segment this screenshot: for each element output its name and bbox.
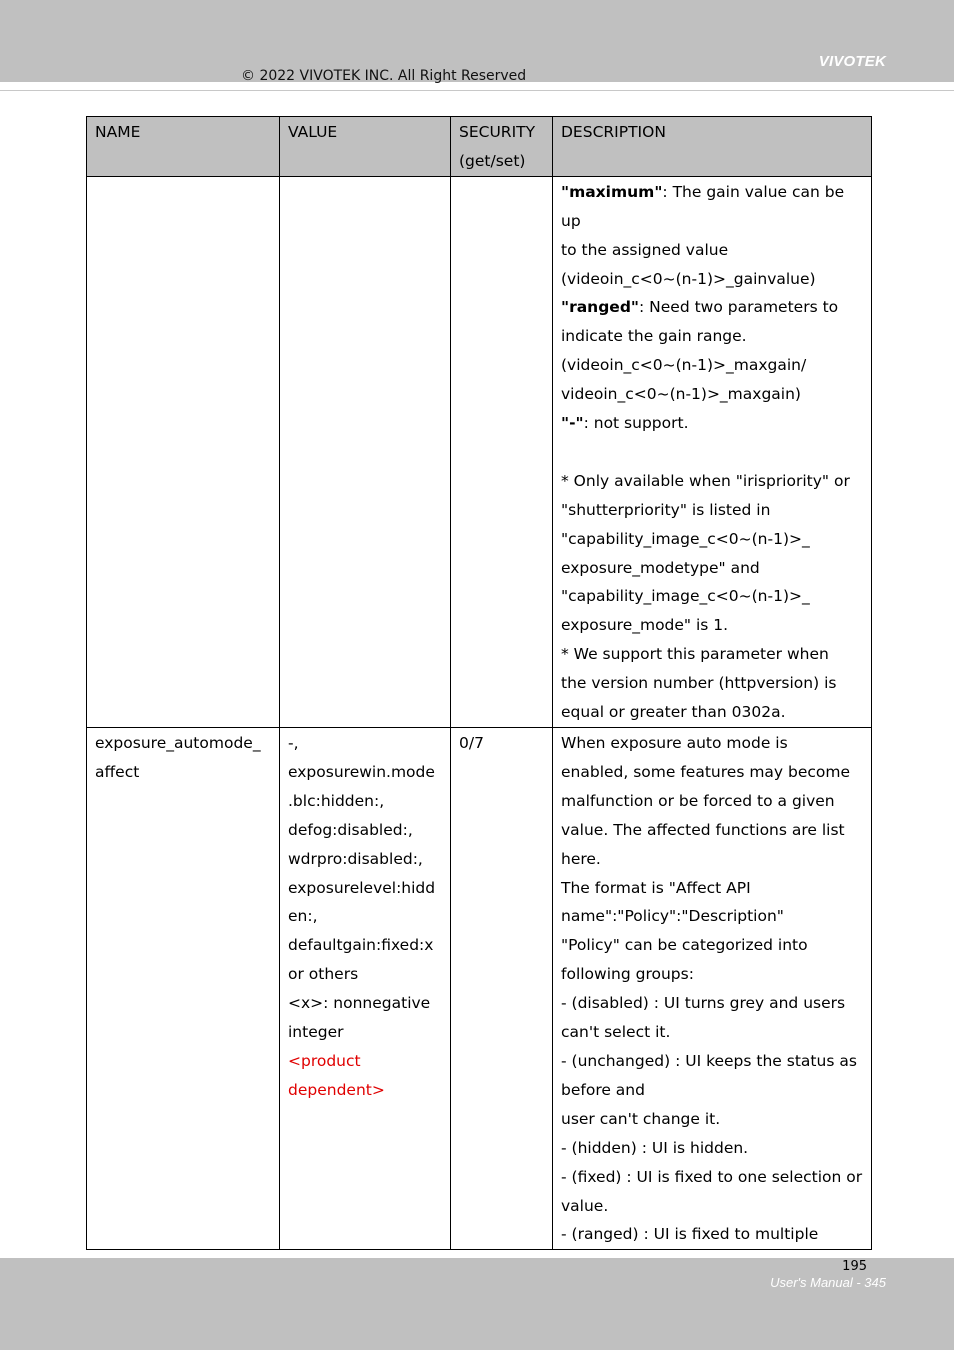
footer-band <box>0 1258 954 1350</box>
keyword-dash: "-" <box>561 414 584 433</box>
cell-security: 0/7 <box>451 728 553 1250</box>
cell-value <box>280 176 451 727</box>
column-header-value: VALUE <box>280 117 451 177</box>
table-row <box>87 176 872 727</box>
product-dependent-note: <product <box>288 1051 361 1070</box>
manual-page-label: User's Manual - 345 <box>770 1275 886 1290</box>
keyword-maximum: "maximum" <box>561 182 663 201</box>
cell-security <box>451 176 553 727</box>
page-number: 195 <box>842 1259 867 1274</box>
table-row <box>87 728 872 1250</box>
column-header-security: SECURITY (get/set) <box>451 117 553 177</box>
cell-value: -, exposurewin.mode .blc:hidden:, defog:disabled:, wdrpro:disabled:, exposurelevel:hidd en:, defaultgain:fixed:x or others <x>: nonnegative integer <product dependent> <box>280 728 451 1250</box>
brand-logo-text: VIVOTEK <box>818 53 886 70</box>
cell-name: exposure_automode_ affect <box>87 728 280 1250</box>
product-dependent-note: dependent> <box>288 1080 385 1099</box>
column-header-description: DESCRIPTION <box>553 117 872 177</box>
parameter-table <box>86 116 872 1250</box>
column-header-name: NAME <box>87 117 280 177</box>
blank-line <box>561 438 863 467</box>
cell-description: "maximum": The gain value can be up to the assigned value (videoin_c<0~(n-1)>_gainvalue) "ranged": Need two parameters to indicate the gain range. (videoin_c<0~(n-1)>_maxgain/ videoin_c<0~(n-1)>_maxgain) "-": not support. * Only available when "irispriority" or "shutterpriority" is listed in "capability_image_c<0~(n-1)>_ exposure_modetype" and "capability_image_c<0~(n-1)>_ exposure_mode" is 1. * We support this parameter when the version number (httpversion) is equal or greater than 0302a. <box>553 176 872 727</box>
header-rule <box>0 90 954 91</box>
cell-description: When exposure auto mode is enabled, some features may become malfunction or be forced to a given value. The affected functions are list here. The format is "Affect API name":"Policy":"Description" "Policy" can be categorized into following groups: - (disabled) : UI turns grey and users can't select it. - (unchanged) : UI keeps the status as before and user can't change it. - (hidden) : UI is hidden. - (fixed) : UI is fixed to one selection or value. - (ranged) : UI is fixed to multiple <box>553 728 872 1250</box>
table-header-row <box>87 117 872 177</box>
keyword-ranged: "ranged" <box>561 298 639 317</box>
copyright-notice: © 2022 VIVOTEK INC. All Right Reserved <box>241 68 527 84</box>
cell-name <box>87 176 280 727</box>
